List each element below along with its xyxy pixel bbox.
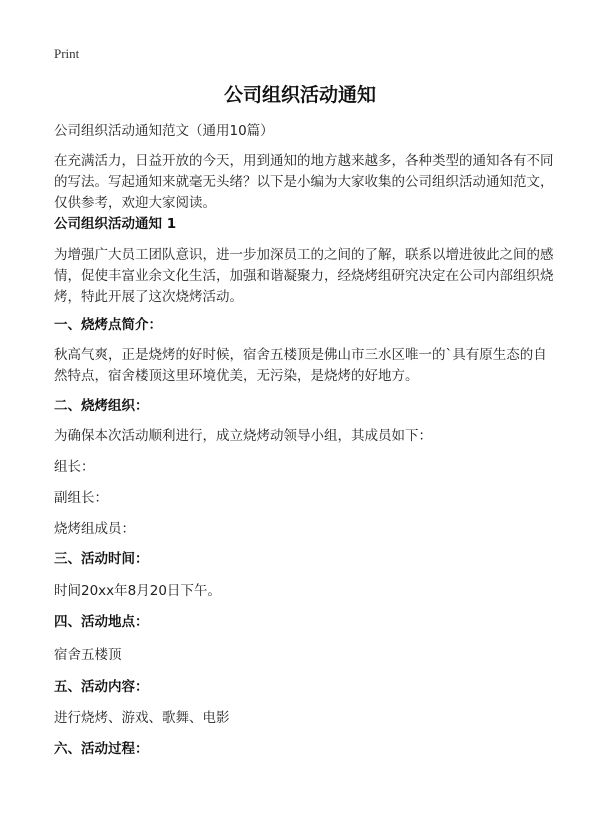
activity-content-paragraph: 进行烧烤、游戏、歌舞、电影: [54, 710, 230, 726]
members-line: 烧烤组成员：: [54, 521, 135, 537]
heading-activity-process: 六、活动过程：: [54, 741, 149, 757]
leader-line: 组长：: [54, 459, 95, 475]
deputy-leader-line: 副组长：: [54, 490, 108, 506]
activity-time-paragraph: 时间20xx年8月20日下午。: [54, 583, 221, 599]
bbq-intro-paragraph: 秋高气爽，正是烧烤的好时候，宿舍五楼顶是佛山市三水区唯一的`具有原生态的自然特点，宿舍楼顶这里环境优美，无污染，是烧烤的好地方。: [54, 347, 547, 384]
heading-bbq-organization: 二、烧烤组织：: [54, 398, 149, 414]
activity-location-paragraph: 宿舍五楼顶: [54, 647, 122, 663]
heading-activity-time: 三、活动时间：: [54, 551, 149, 567]
intro-paragraph: 在充满活力，日益开放的今天，用到通知的地方越来越多，各种类型的通知各有不同的写法。写起通知来就毫无头绪？以下是小编为大家收集的公司组织活动通知范文，仅供参考，欢迎大家阅读。: [54, 153, 554, 211]
heading-activity-content: 五、活动内容：: [54, 679, 149, 695]
heading-activity-location: 四、活动地点：: [54, 614, 149, 630]
document-title: 公司组织活动通知: [223, 84, 376, 106]
document-subtitle: 公司组织活动通知范文（通用10篇）: [54, 123, 274, 139]
heading-bbq-intro: 一、烧烤点简介：: [54, 317, 162, 333]
section-1-paragraph: 为增强广大员工团队意识，进一步加深员工的之间的了解，联系以增进彼此之间的感情，促使丰富业余文化生活，加强和谐凝聚力，经烧烤组研究决定在公司内部组织烧烤，特此开展了这次烧烤活动。: [54, 247, 554, 305]
print-label: Print: [54, 46, 80, 61]
section-heading-1: 公司组织活动通知 1: [54, 216, 177, 232]
organization-paragraph: 为确保本次活动顺利进行，成立烧烤动领导小组，其成员如下：: [54, 428, 432, 444]
